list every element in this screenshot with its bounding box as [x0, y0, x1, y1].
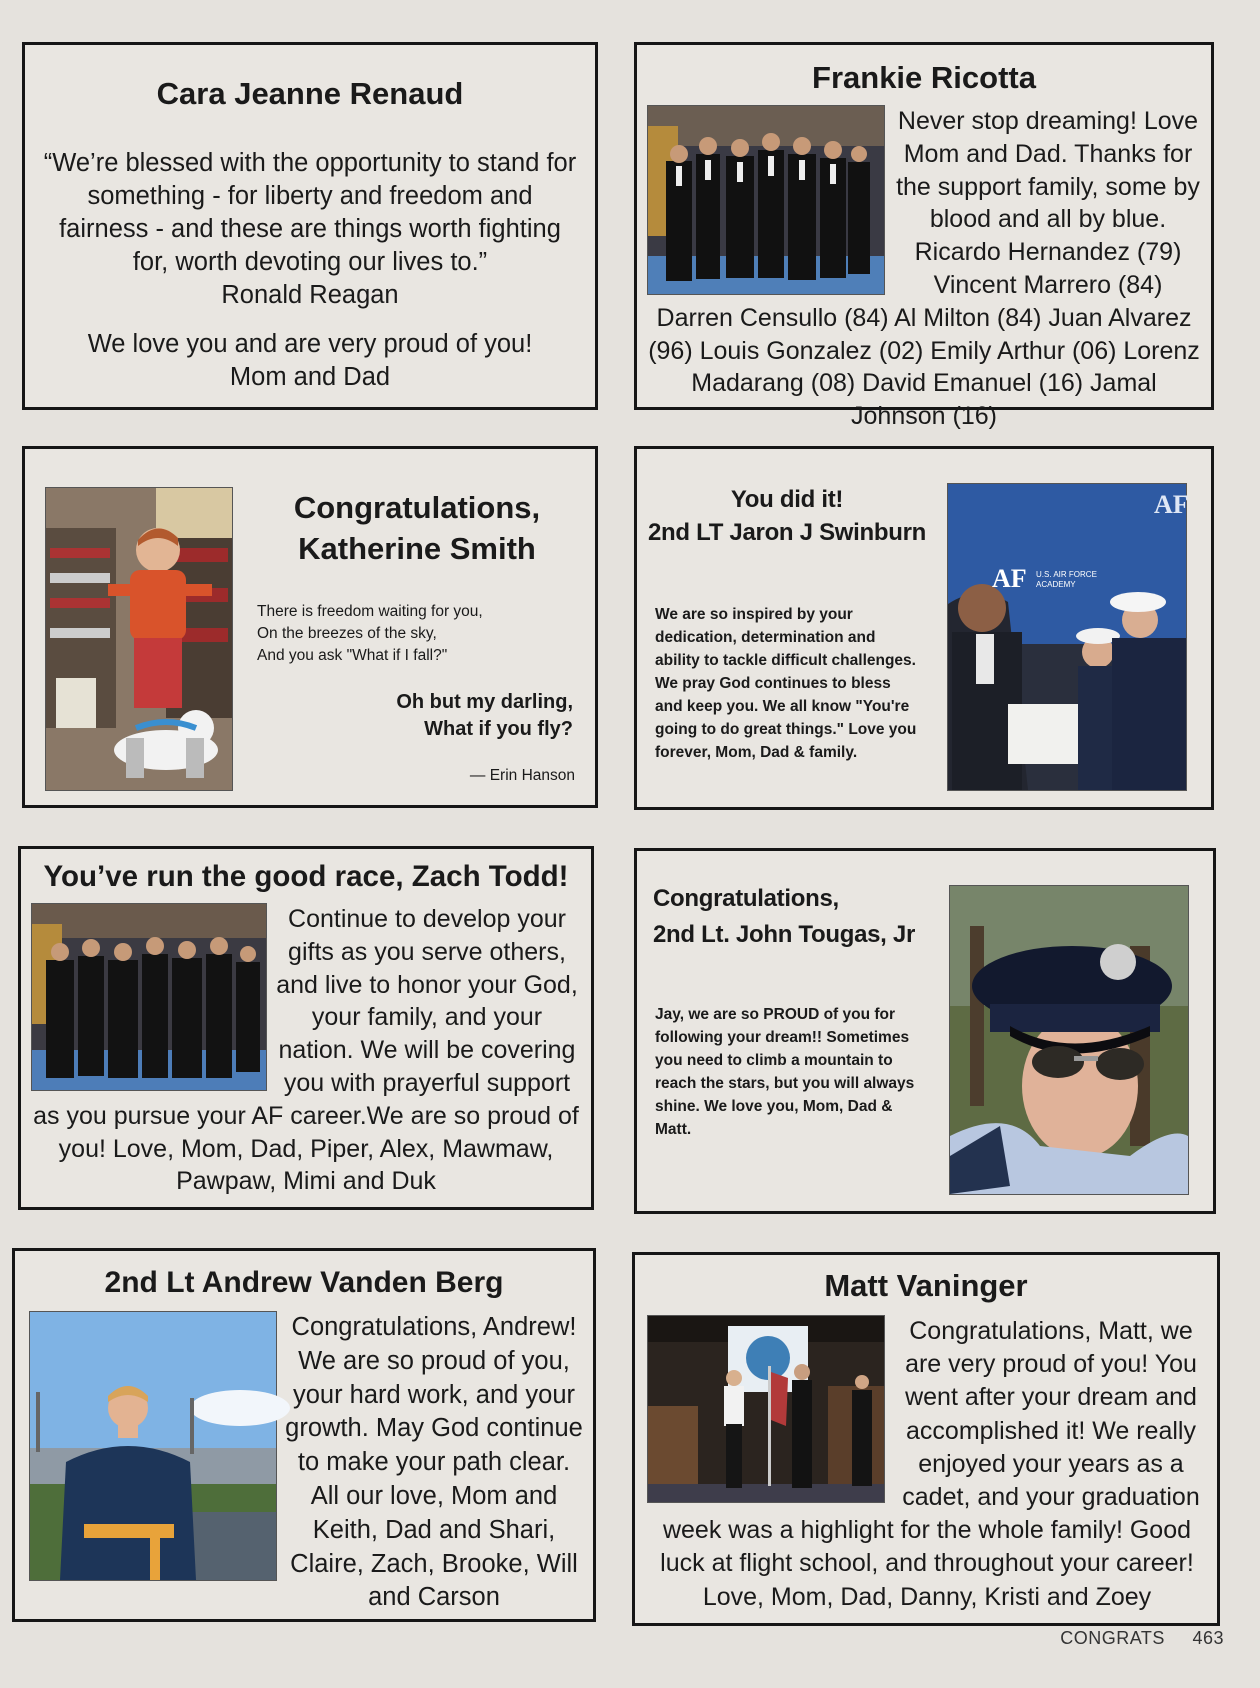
academy-sign-left: AF	[992, 564, 1027, 593]
ad-box-ricotta	[634, 42, 1214, 431]
ad-title	[637, 483, 937, 549]
ad-message: Congratulations, Andrew! We are so proud of you, your hard work, and your growth. May God continue to make your path clear. All our love, Mom and Keith, Dad and Shari, Claire, Zach, Brooke, Will and Carson	[285, 1313, 583, 1612]
ad-box-todd	[18, 846, 594, 1210]
ad-message: Never stop dreaming! Love Mom and Dad. Thanks for the support family, some by blood and all by blue. Ricardo Hernandez (79) Vincent Marrero (84) Darren Censullo (84) Al Milton (84) Juan Alvarez (96) Louis Gonzalez (02) Emily Arthur (06) Lorenz Madarang (08) David Emanuel (16) Jamal Johnson (16)	[648, 107, 1200, 431]
ad-box-swinburn	[634, 446, 1214, 810]
ad-box-renaud	[22, 42, 598, 410]
poem-line: On the breezes of the sky,	[257, 625, 437, 642]
ad-title: Matt Vaninger	[824, 1268, 1028, 1303]
page-footer	[1060, 1628, 1224, 1649]
ad-title: You’ve run the good race, Zach Todd!	[43, 860, 569, 893]
ad-message: Continue to develop your gifts as you serve others, and live to honor your God, your family, and your nation. We will be covering you with prayerful support as you pursue your AF career.We are so proud of you! Love, Mom, Dad, Piper, Alex, Mawmaw, Pawpaw, Mimi and Duk	[33, 905, 579, 1196]
ad-title	[239, 487, 595, 569]
ad-title	[653, 881, 915, 953]
academy-sign-text: U.S. AIR FORCE ACADEMY	[1036, 570, 1097, 589]
academy-sign-right: AF	[1154, 490, 1189, 519]
ad-message: Congratulations, Matt, we are very proud of you! You went after your dream and accomplished it! We really enjoyed your years as a cadet, and your graduation week was a highlight for the whole family! Good luck at flight school, and throughout your career! Love, Mom, Dad, Danny, Kristi and Zoey	[660, 1317, 1200, 1611]
ad-title-line2: Katherine Smith	[298, 531, 536, 566]
ceremony-photo	[947, 483, 1187, 791]
ad-box-vaninger	[632, 1252, 1220, 1626]
ad-quote-author: Ronald Reagan	[221, 281, 399, 309]
group-photo	[31, 903, 267, 1091]
group-photo	[647, 105, 885, 295]
ad-message: We love you and are very proud of you!	[87, 330, 533, 358]
ad-box-tougas	[634, 848, 1216, 1214]
ad-title: Cara Jeanne Renaud	[156, 76, 464, 111]
poem-author: — Erin Hanson	[469, 767, 575, 784]
poem-emphasis	[396, 689, 573, 743]
ad-box-vandenberg	[12, 1248, 596, 1622]
ad-title-line1: You did it!	[730, 486, 844, 513]
ad-message: Jay, we are so PROUD of you for following your dream!! Sometimes you need to climb a mountain to reach the stars, but you will always shine. We love you, Mom, Dad & Matt.	[655, 1006, 915, 1138]
poem	[257, 601, 483, 667]
ad-title: 2nd Lt Andrew Vanden Berg	[104, 1266, 504, 1299]
ad-title-line1: Congratulations,	[293, 490, 541, 525]
ad-title-line2: 2nd LT Jaron J Swinburn	[647, 519, 926, 546]
ad-message: We are so inspired by your dedication, determination and ability to tackle difficult challenges. We pray God continues to bless and keep you. We all know "You're going to do great things." Love you forever, Mom, Dad & family.	[655, 606, 917, 761]
child-photo	[45, 487, 233, 791]
cadet-photo	[29, 1311, 277, 1581]
ad-box-smith	[22, 446, 598, 808]
ad-title: Frankie Ricotta	[812, 60, 1036, 95]
section-label: CONGRATS	[1060, 1628, 1165, 1648]
ad-quote: “We’re blessed with the opportunity to stand for something - for liberty and freedom and fairness - and these are things worth fighting for, worth devoting our lives to.”	[43, 149, 577, 276]
poem-emphasis-line: Oh but my darling,	[396, 691, 573, 713]
ad-title-line1: Congratulations,	[653, 885, 839, 912]
ceremony-photo	[647, 1315, 885, 1503]
poem-line: And you ask "What if I fall?"	[257, 647, 448, 664]
poem-emphasis-line: What if you fly?	[424, 718, 573, 740]
poem-line: There is freedom waiting for you,	[257, 603, 483, 620]
cadet-portrait	[949, 885, 1189, 1195]
ad-title-line2: 2nd Lt. John Tougas, Jr	[653, 921, 915, 948]
ad-signoff: Mom and Dad	[229, 363, 391, 391]
page-number: 463	[1192, 1628, 1224, 1648]
